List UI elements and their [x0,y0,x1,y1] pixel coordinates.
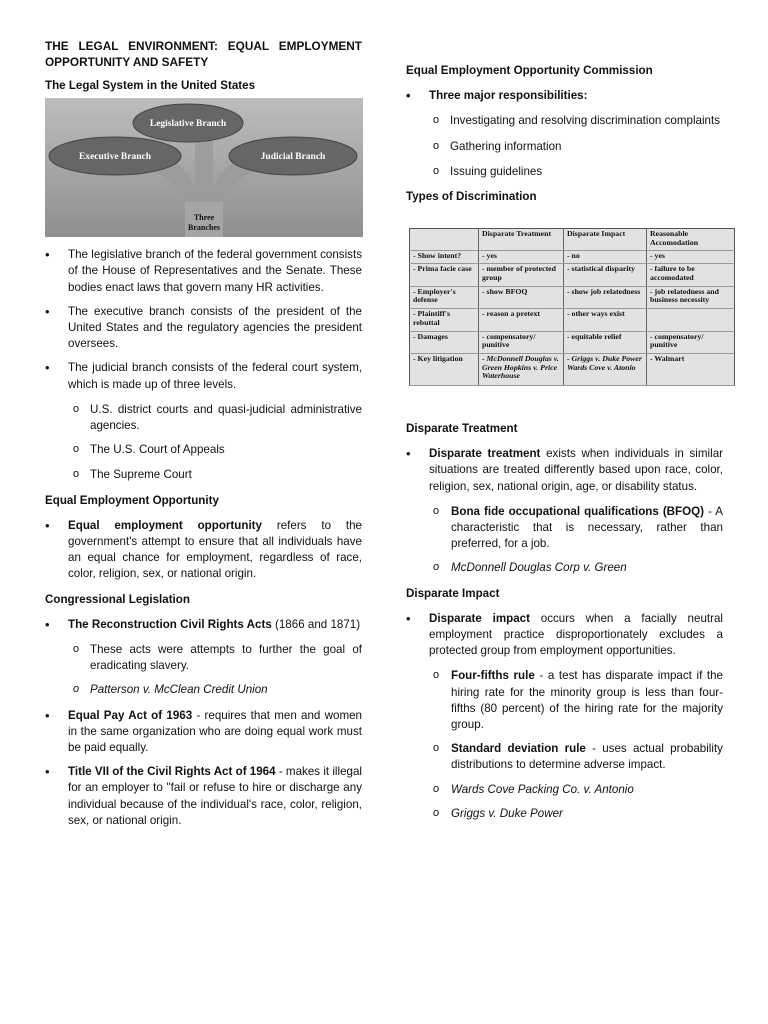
eeoc-heading: Equal Employment Opportunity Commission [406,64,653,77]
disparate-treatment-term: Disparate treatment [429,447,541,461]
disparate-treatment-text: exists when individuals in similar situations are treated differently based upon race, color, religion, sex, national origin, age, or disability status. [429,447,723,493]
eeo-bullet [45,518,362,583]
table-cell: - show BFOQ [479,286,564,308]
four-fifths-rule-sub [406,668,723,733]
table-cell: - Plaintiff's rebuttal [410,309,479,331]
trunk-label-line1: Three [193,213,215,223]
table-cell: - compensatory/ punitive [647,331,735,353]
equal-pay-term: Equal Pay Act of 1963 [68,708,193,722]
table-cell: - job relatedness and business necessity [647,286,735,308]
table-cell: - member of protected group [479,264,564,286]
eeo-term: Equal employment opportunity [68,518,262,532]
table-cell: - Show intent? [410,251,479,264]
table-header-cell [410,229,479,251]
table-cell: - statistical disparity [564,264,647,286]
disparate-impact-term: Disparate impact [429,611,530,625]
table-cell: - McDonnell Douglas v. Green Hopkins v. Price Waterhouse [479,353,564,385]
table-cell: - other ways exist [564,309,647,331]
table-cell: - yes [479,251,564,264]
table-cell: - compensatory/ punitive [479,331,564,353]
table-header-cell: Disparate Impact [564,229,647,251]
three-branches-diagram [45,98,363,237]
equal-pay-bullet [45,708,362,757]
eeoc-sub-guidelines: o Issuing guidelines [406,164,723,180]
table-row [410,286,735,308]
disparate-treatment-bullet [406,446,723,495]
right-column [406,63,723,205]
reconstruction-bullet [45,617,362,633]
legislative-branch-bullet: • The legislative branch of the federal government consists of the House of Representatives and the Senate. These bodies enact laws that govern many HR activities. [45,247,362,296]
table-cell: - reason a pretext [479,309,564,331]
reconstruction-text: (1866 and 1871) [271,617,361,631]
judicial-branch-bullet: • The judicial branch consists of the federal court system, which is made up of three levels. [45,360,362,392]
table-row [410,353,735,385]
table-row [410,264,735,286]
table-cell: - Prima facie case [410,264,479,286]
disparate-impact-heading: Disparate Impact [406,586,500,600]
table-cell: - Employer's defense [410,286,479,308]
legislative-branch-label: Legislative Branch [149,119,227,130]
table-cell [647,309,735,331]
table-cell: - Walmart [647,353,735,385]
executive-branch-label: Executive Branch [78,152,152,163]
table-cell: - show job relatedness [564,286,647,308]
court-level-appeals: o The U.S. Court of Appeals [45,442,362,458]
judicial-branch-label: Judicial Branch [260,152,326,163]
reconstruction-term: The Reconstruction Civil Rights Acts [68,617,272,631]
table-header-row [410,229,735,251]
table-row [410,251,735,264]
eeoc-responsibilities-bullet: • Three major responsibilities: [406,88,723,104]
standard-deviation-term: Standard deviation rule [451,742,586,756]
right-column-lower [406,421,723,822]
disparate-impact-text: occurs when a facially neutral employment practice disproportionately excludes a protected group from employment opportunities. [429,611,723,658]
discrimination-types-table [409,228,735,386]
reconstruction-sub-case: o Patterson v. McClean Credit Union [45,682,362,698]
equal-pay-text: - requires that men and women in the same organization who are doing equal work must be paid equally. [68,708,362,755]
eeoc-sub-investigating: o Investigating and resolving discrimination complaints [406,113,723,129]
table-row [410,309,735,331]
title-vii-text: - makes it illegal for an employer to "fail or refuse to hire or discharge any individual because of the individual's race, color, religion, sex, or national origin. [68,765,363,827]
wards-cove-case: o Wards Cove Packing Co. v. Antonio [406,782,723,798]
disparate-impact-bullet [406,611,723,660]
types-of-discrimination-heading: Types of Discrimination [406,190,537,204]
left-column [45,38,362,829]
table-cell: - Key litigation [410,353,479,385]
title-vii-term: Title VII of the Civil Rights Act of 1964 [68,765,276,779]
bfoq-text: - A characteristic that is necessary, rather than preferred, for a job. [451,504,723,551]
eeo-text: refers to the government's attempt to ensure that all individuals have an equal chance for employment, regardless of race, color, religion, sex, or national origin. [68,518,362,581]
eeo-heading: Equal Employment Opportunity [45,493,219,507]
bfoq-sub [406,504,723,553]
table-cell: - Damages [410,331,479,353]
eeoc-sub-gathering: o Gathering information [406,139,723,155]
griggs-case: o Griggs v. Duke Power [406,806,723,822]
table-header-cell: Reasonable Accomodation [647,229,735,251]
bfoq-term: Bona fide occupational qualifications (BFOQ) [451,504,705,518]
four-fifths-text: - a test has disparate impact if the hiring rate for the minority group is less than four-fifths (80 percent) of the hiring rate for the majority group. [451,669,723,732]
court-level-district: o U.S. district courts and quasi-judicial administrative agencies. [45,402,362,434]
table-cell: - Griggs v. Duke Power Wards Cove v. Atonio [564,353,647,385]
table-cell: - no [564,251,647,264]
congressional-legislation-heading: Congressional Legislation [45,592,190,606]
four-fifths-term: Four-fifths rule [451,669,535,683]
title-vii-bullet [45,764,362,829]
table-header-cell: Disparate Treatment [479,229,564,251]
table-row [410,331,735,353]
reconstruction-sub-slavery: o These acts were attempts to further the goal of eradicating slavery. [45,642,362,674]
disparate-treatment-heading: Disparate Treatment [406,422,518,435]
legal-system-heading: The Legal System in the United States [45,79,256,92]
table-cell: - yes [647,251,735,264]
table-cell: - failure to be accomodated [647,264,735,286]
executive-branch-bullet: • The executive branch consists of the president of the United States and the regulatory agencies the president oversees. [45,304,362,353]
table-cell: - equitable relief [564,331,647,353]
document-title: THE LEGAL ENVIRONMENT: EQUAL EMPLOYMENT OPPORTUNITY AND SAFETY [45,39,362,69]
standard-deviation-text: - uses actual probability distributions to determine adverse impact. [451,742,723,772]
disparate-treatment-case: o McDonnell Douglas Corp v. Green [406,560,723,576]
court-level-supreme: o The Supreme Court [45,467,362,483]
trunk-label-line2: Branches [188,223,220,233]
standard-deviation-rule-sub [406,741,723,773]
